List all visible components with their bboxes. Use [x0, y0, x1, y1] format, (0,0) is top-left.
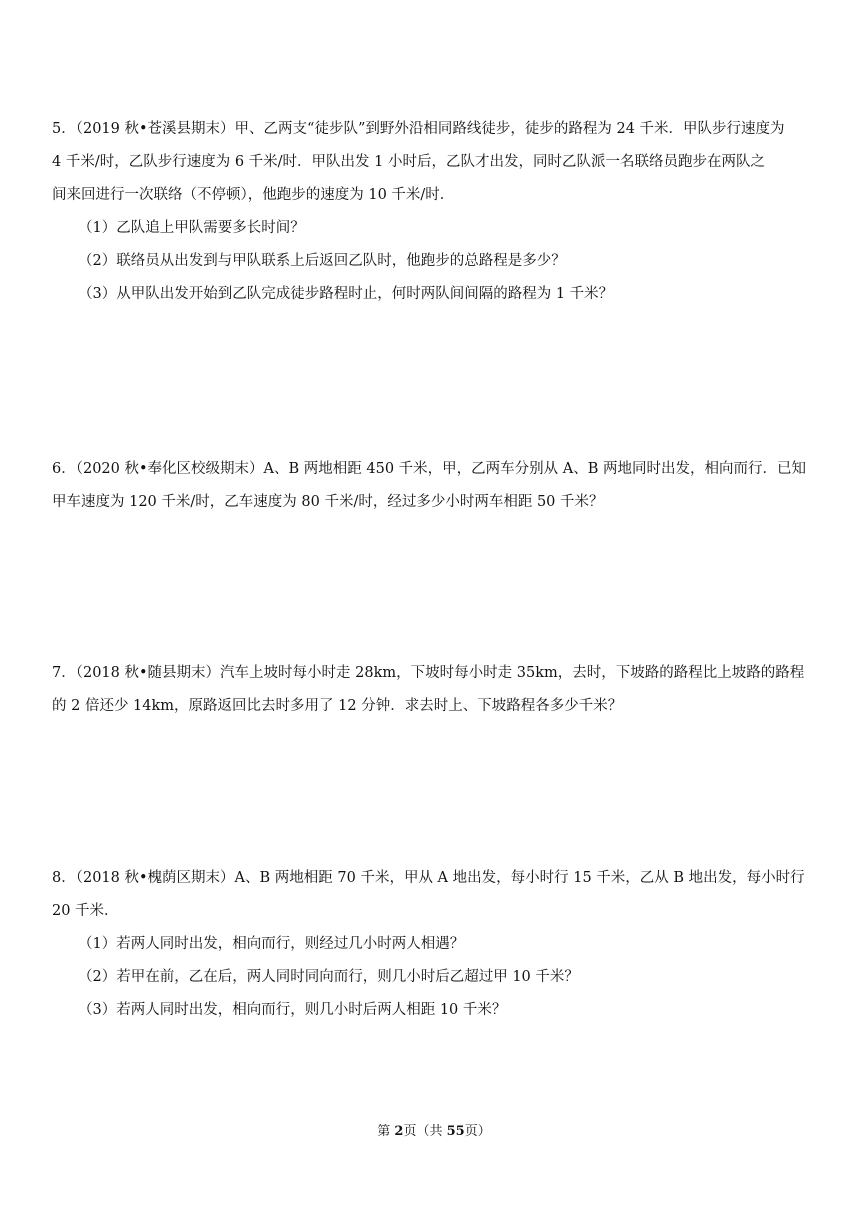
question-text-line: 6．（2020 秋•奉化区校级期末）A、B 两地相距 450 千米，甲，乙两车分别从 A、B 两地同时出发，相向而行．已知 [52, 461, 807, 477]
footer-middle: 页（共 [403, 1124, 447, 1139]
page-footer [0, 1120, 868, 1139]
question-text-line: 间来回进行一次联络（不停顿），他跑步的速度为 10 千米/时． [52, 187, 455, 203]
sub-question: （3）若两人同时出发，相向而行，则几小时后两人相距 10 千米？ [78, 1002, 507, 1018]
question-text-line: 5．（2019 秋•苍溪县期末）甲、乙两支“徒步队”到野外沿相同路线徒步，徒步的路程为 24 千米．甲队步行速度为 [52, 121, 785, 137]
footer-suffix: 页） [464, 1124, 491, 1139]
sub-question: （1）若两人同时出发，相向而行，则经过几小时两人相遇？ [78, 936, 465, 952]
total-page-number: 55 [446, 1124, 465, 1139]
current-page-number: 2 [394, 1124, 404, 1139]
footer-prefix: 第 [377, 1124, 395, 1139]
question-text-line: 4 千米/时，乙队步行速度为 6 千米/时．甲队出发 1 小时后，乙队才出发，同时乙队派一名联络员跑步在两队之 [52, 154, 765, 170]
question-8 [52, 862, 820, 1027]
question-5 [52, 113, 820, 311]
question-text-line: 甲车速度为 120 千米/时，乙车速度为 80 千米/时，经过多少小时两车相距 50 千米？ [52, 494, 604, 510]
question-text-line: 的 2 倍还少 14km，原路返回比去时多用了 12 分钟．求去时上、下坡路程各多少千米？ [52, 698, 623, 714]
sub-question: （2）若甲在前，乙在后，两人同时同向而行，则几小时后乙超过甲 10 千米？ [78, 969, 579, 985]
question-text-line: 7．（2018 秋•随县期末）汽车上坡时每小时走 28km，下坡时每小时走 35km，去时，下坡路的路程比上坡路的路程 [52, 665, 805, 681]
sub-question: （3）从甲队出发开始到乙队完成徒步路程时止，何时两队间间隔的路程为 1 千米？ [78, 286, 614, 302]
question-6 [52, 453, 820, 519]
sub-question: （2）联络员从出发到与甲队联系上后返回乙队时，他跑步的总路程是多少？ [78, 253, 566, 269]
question-text-line: 20 千米． [52, 903, 119, 919]
question-7 [52, 657, 820, 723]
sub-question: （1）乙队追上甲队需要多长时间？ [78, 220, 305, 236]
question-text-line: 8．（2018 秋•槐荫区期末）A、B 两地相距 70 千米，甲从 A 地出发，每小时行 15 千米，乙从 B 地出发，每小时行 [52, 870, 805, 886]
